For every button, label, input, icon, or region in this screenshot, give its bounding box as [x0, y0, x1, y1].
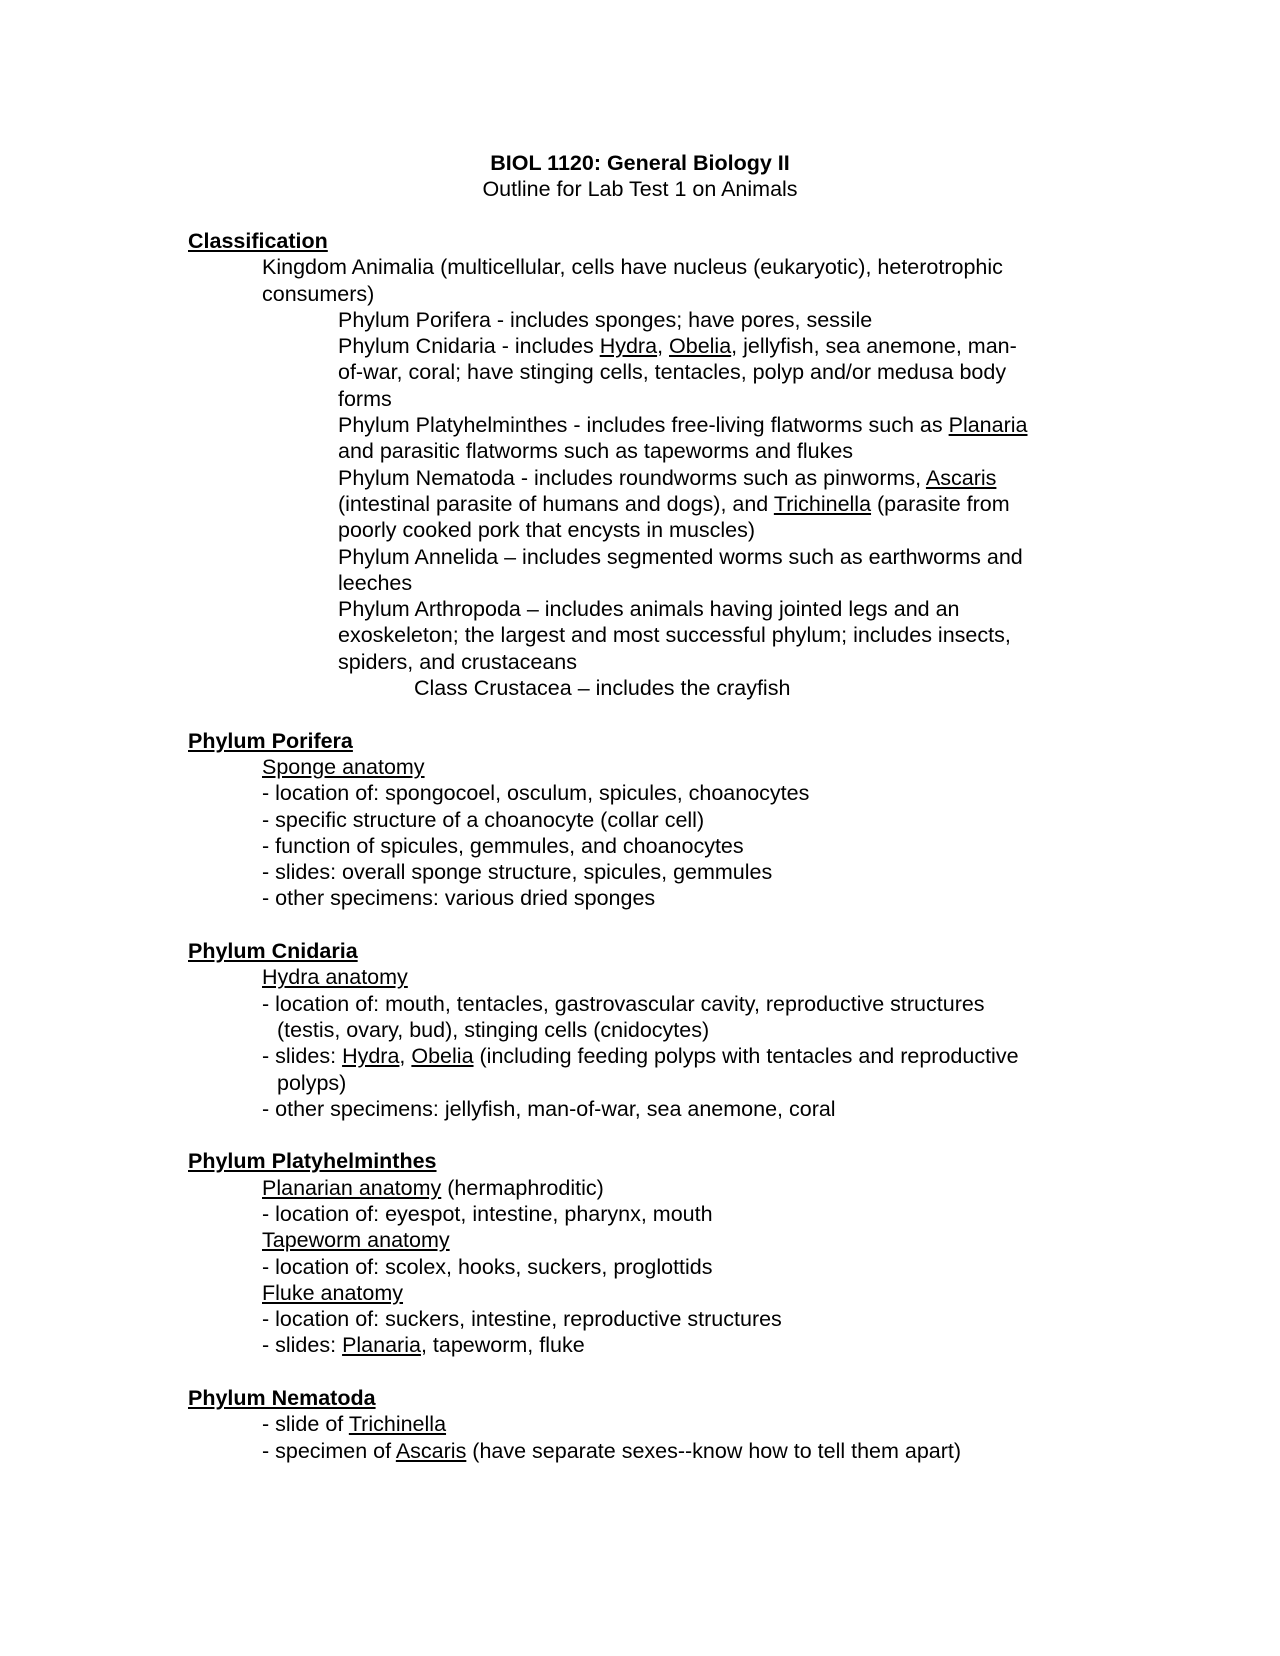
- genus-hydra: Hydra: [599, 334, 658, 359]
- section-heading: Phylum Nematoda: [188, 1386, 376, 1411]
- text: ,: [399, 1044, 412, 1069]
- document-body: [188, 228, 1188, 1490]
- subsection-heading-wrap: [188, 1175, 1188, 1201]
- section-heading: Phylum Porifera: [188, 728, 353, 753]
- list-item: [188, 1438, 1188, 1464]
- subsection-heading-wrap: [188, 1227, 1188, 1253]
- genus-planaria: Planaria: [948, 413, 1028, 438]
- phylum-nematoda-line: [188, 465, 1038, 544]
- platyhelminthes-section: [188, 1148, 1188, 1358]
- text: (including feeding polyps with tentacles and reproductive polyps): [277, 1044, 1019, 1095]
- genus-planaria: Planaria: [342, 1333, 421, 1358]
- section-heading: Phylum Cnidaria: [188, 939, 358, 964]
- genus-ascaris: Ascaris: [395, 1438, 467, 1463]
- text: - slides:: [262, 1044, 343, 1069]
- genus-trichinella: Trichinella: [348, 1412, 447, 1437]
- list-item: [188, 1043, 1067, 1096]
- porifera-section: [188, 728, 1188, 912]
- list-item: - other specimens: various dried sponges: [262, 886, 656, 911]
- subsection-heading-text: Sponge anatomy: [262, 754, 425, 779]
- cnidaria-section: [188, 938, 1188, 1122]
- list-item: - location of: mouth, tentacles, gastrovascular cavity, reproductive structures (testis, ovary, bud), stinging cells (cnidocytes): [262, 991, 985, 1042]
- phylum-cnidaria-line: [188, 333, 1038, 412]
- list-item: - specific structure of a choanocyte (collar cell): [262, 807, 705, 832]
- subsection-heading: Hydra anatomy: [262, 965, 408, 990]
- class-crustacea-line: Class Crustacea – includes the crayfish: [414, 676, 791, 701]
- text: - specimen of: [262, 1438, 396, 1463]
- list-item: - function of spicules, gemmules, and choanocytes: [262, 833, 744, 858]
- text: (hermaphroditic): [441, 1175, 604, 1200]
- classification-section: [188, 228, 1188, 701]
- text: Phylum Nematoda - includes roundworms such as pinworms,: [338, 465, 926, 490]
- text: (intestinal parasite of humans and dogs), and: [338, 491, 774, 516]
- document-subtitle: Outline for Lab Test 1 on Animals: [482, 177, 798, 202]
- text: Phylum Platyhelminthes - includes free-living flatworms such as: [338, 413, 949, 438]
- subsection-heading: Planarian anatomy: [262, 1175, 442, 1200]
- kingdom-line: Kingdom Animalia (multicellular, cells have nucleus (eukaryotic), heterotrophic consumers): [262, 255, 1003, 306]
- genus-obelia: Obelia: [411, 1044, 474, 1069]
- document-title: BIOL 1120: General Biology II: [490, 151, 790, 175]
- list-item: - location of: eyespot, intestine, pharynx, mouth: [262, 1201, 713, 1226]
- list-item: - location of: suckers, intestine, reproductive structures: [262, 1307, 782, 1332]
- document-header: [0, 150, 1280, 203]
- subsection-heading: Tapeworm anatomy: [262, 1228, 450, 1253]
- phylum-arthropoda-line: Phylum Arthropoda – includes animals having jointed legs and an exoskeleton; the largest and most successful phylum; includes insects, spiders, and crustaceans: [338, 597, 1011, 674]
- genus-hydra: Hydra: [342, 1044, 400, 1069]
- subsection-heading-wrap: [188, 964, 1188, 990]
- subsection-heading: [188, 754, 1188, 780]
- list-item: - location of: scolex, hooks, suckers, proglottids: [262, 1254, 713, 1279]
- text: , jellyfish, sea anemone, man-of-war, coral; have stinging cells, tentacles, polyp and/or medusa body forms: [338, 334, 1017, 411]
- genus-trichinella: Trichinella: [773, 491, 872, 516]
- phylum-porifera-line: Phylum Porifera - includes sponges; have pores, sessile: [338, 307, 873, 332]
- nematoda-section: [188, 1385, 1188, 1464]
- text: - slide of: [262, 1412, 349, 1437]
- subsection-heading-wrap: [188, 1280, 1188, 1306]
- text: ,: [657, 334, 670, 359]
- subsection-heading: Fluke anatomy: [262, 1280, 404, 1305]
- list-item: - slides: overall sponge structure, spicules, gemmules: [262, 860, 773, 885]
- list-item: [188, 1411, 1188, 1437]
- text: (parasite from poorly cooked pork that encysts in muscles): [338, 491, 1010, 543]
- list-item: - location of: spongocoel, osculum, spicules, choanocytes: [262, 781, 810, 806]
- section-heading: Classification: [188, 229, 328, 253]
- phylum-annelida-line: Phylum Annelida – includes segmented worms such as earthworms and leeches: [338, 544, 1023, 595]
- list-item: [188, 1332, 1188, 1358]
- text: Phylum Cnidaria - includes: [338, 334, 600, 359]
- section-heading: Phylum Platyhelminthes: [188, 1149, 437, 1174]
- text: (have separate sexes--know how to tell them apart): [466, 1438, 962, 1463]
- phylum-platyhelminthes-line: [188, 412, 1048, 465]
- genus-ascaris: Ascaris: [925, 465, 997, 490]
- text: - slides:: [262, 1333, 343, 1358]
- text: and parasitic flatworms such as tapeworms and flukes: [338, 439, 854, 464]
- list-item: - other specimens: jellyfish, man-of-war, sea anemone, coral: [262, 1096, 836, 1121]
- genus-obelia: Obelia: [669, 334, 732, 359]
- text: , tapeworm, fluke: [420, 1333, 585, 1358]
